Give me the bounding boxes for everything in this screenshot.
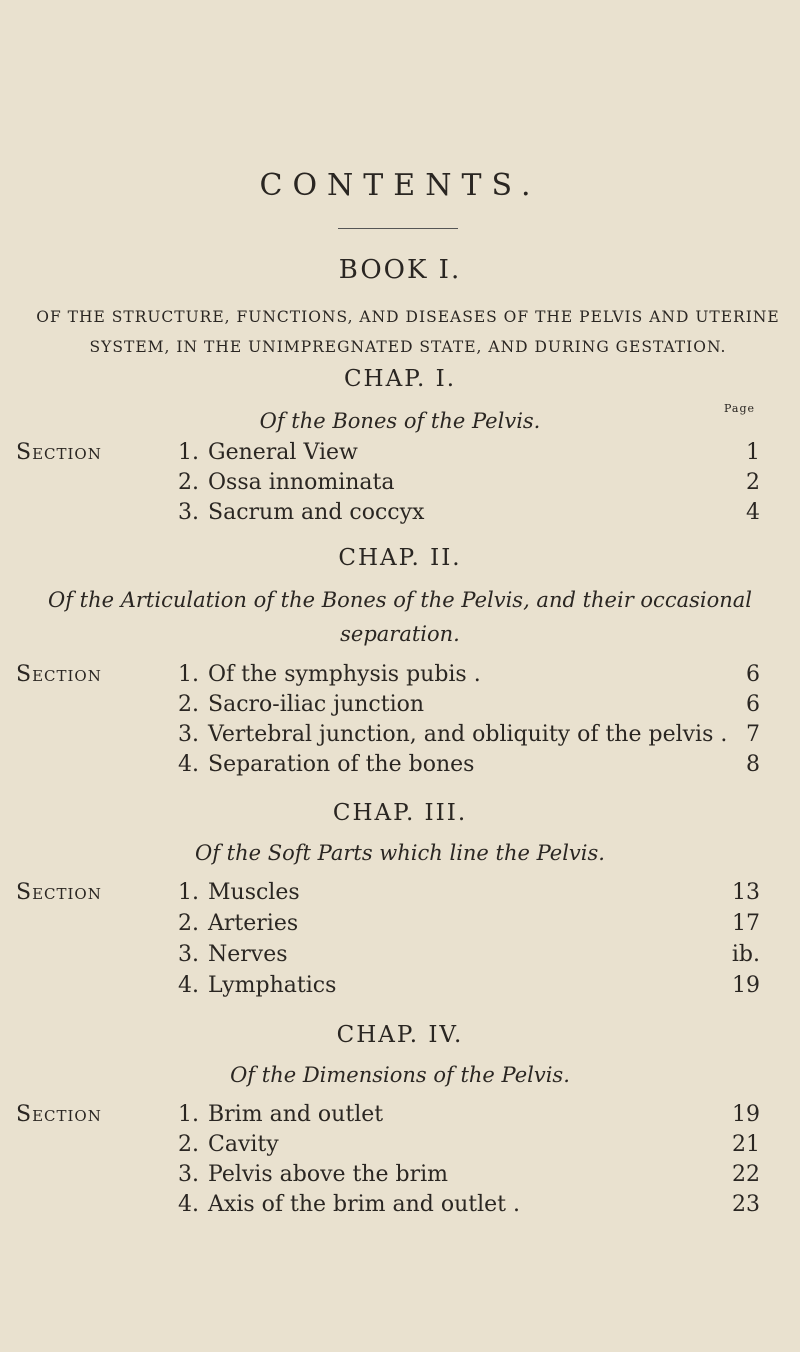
chapter-1-heading: CHAP. I. <box>343 366 457 392</box>
entry-number: 4. <box>178 1192 199 1217</box>
entry-page: 6 <box>746 692 760 717</box>
entry-page: 1 <box>746 440 760 465</box>
toc-entry <box>0 692 800 722</box>
entry-title: Separation of the bones <box>208 752 475 777</box>
entry-number: 3. <box>178 722 199 747</box>
entry-number: 2. <box>178 911 199 936</box>
toc-entry <box>0 942 800 972</box>
entry-number: 4. <box>178 973 199 998</box>
toc-entry <box>0 722 800 752</box>
entry-number: 3. <box>178 1162 199 1187</box>
entry-page: 4 <box>746 500 760 525</box>
entry-page: 22 <box>732 1162 760 1187</box>
title-rule <box>338 228 458 229</box>
section-label: Section <box>16 880 102 905</box>
entry-page: 13 <box>732 880 760 905</box>
entry-title: Cavity <box>208 1132 279 1157</box>
entry-number: 1. <box>178 1102 199 1127</box>
section-label: Section <box>16 662 102 687</box>
page-title: CONTENTS. <box>259 168 541 203</box>
entry-number: 1. <box>178 662 199 687</box>
entry-title: Brim and outlet <box>208 1102 384 1127</box>
entry-title: General View <box>208 440 358 465</box>
entry-page: 7 <box>746 722 760 747</box>
toc-entry <box>0 440 800 470</box>
entry-title: Lymphatics <box>208 973 337 998</box>
entry-number: 2. <box>178 1132 199 1157</box>
toc-entry <box>0 1102 800 1132</box>
chapter-1-subtitle: Of the Bones of the Pelvis. <box>259 409 541 433</box>
entry-page: 8 <box>746 752 760 777</box>
entry-page: 23 <box>732 1192 760 1217</box>
toc-entry <box>0 470 800 500</box>
page-column-label: Page <box>724 402 756 415</box>
section-label: Section <box>16 1102 102 1127</box>
book-subtitle-line-1: OF THE STRUCTURE, FUNCTIONS, AND DISEASES OF THE PELVIS AND UTERINE <box>36 308 780 326</box>
entry-number: 3. <box>178 500 199 525</box>
section-label: Section <box>16 440 102 465</box>
toc-entry <box>0 880 800 910</box>
toc-entry <box>0 973 800 1003</box>
chapter-3-subtitle: Of the Soft Parts which line the Pelvis. <box>195 841 605 865</box>
entry-number: 1. <box>178 440 199 465</box>
entry-number: 4. <box>178 752 199 777</box>
book-heading: BOOK I. <box>338 255 462 285</box>
entry-page: 2 <box>746 470 760 495</box>
chapter-2-subtitle-line-1: Of the Articulation of the Bones of the Pelvis, and their occasional <box>47 588 752 612</box>
toc-entry <box>0 752 800 782</box>
entry-title: Sacro-iliac junction <box>208 692 425 717</box>
entry-number: 1. <box>178 880 199 905</box>
entry-title: Sacrum and coccyx <box>208 500 425 525</box>
entry-title: Nerves <box>208 942 288 967</box>
toc-entry <box>0 1192 800 1222</box>
entry-title: Axis of the brim and outlet . <box>208 1192 521 1217</box>
entry-number: 2. <box>178 692 199 717</box>
book-subtitle-line-2: SYSTEM, IN THE UNIMPREGNATED STATE, AND DURING GESTATION. <box>89 338 727 356</box>
chapter-2-heading: CHAP. II. <box>338 545 462 571</box>
entry-page: ib. <box>731 942 760 967</box>
entry-title: Pelvis above the brim <box>208 1162 449 1187</box>
chapter-3-heading: CHAP. III. <box>332 800 468 826</box>
entry-title: Ossa innominata <box>208 470 395 495</box>
entry-number: 3. <box>178 942 199 967</box>
entry-title: Vertebral junction, and obliquity of the pelvis . <box>208 722 728 747</box>
toc-entry <box>0 1132 800 1162</box>
chapter-2-subtitle <box>0 583 800 651</box>
entry-number: 2. <box>178 470 199 495</box>
entry-title: Arteries <box>208 911 299 936</box>
entry-page: 6 <box>746 662 760 687</box>
toc-entry <box>0 911 800 941</box>
chapter-4-heading: CHAP. IV. <box>336 1022 464 1048</box>
chapter-4-subtitle: Of the Dimensions of the Pelvis. <box>230 1063 570 1087</box>
entry-title: Of the symphysis pubis . <box>208 662 481 687</box>
book-subtitle <box>18 302 798 362</box>
entry-page: 19 <box>732 973 760 998</box>
entry-page: 19 <box>732 1102 760 1127</box>
toc-entry <box>0 662 800 692</box>
entry-page: 17 <box>732 911 760 936</box>
toc-entry <box>0 1162 800 1192</box>
entry-title: Muscles <box>208 880 300 905</box>
toc-entry <box>0 500 800 530</box>
entry-page: 21 <box>732 1132 760 1157</box>
chapter-2-subtitle-line-2: separation. <box>340 622 460 646</box>
